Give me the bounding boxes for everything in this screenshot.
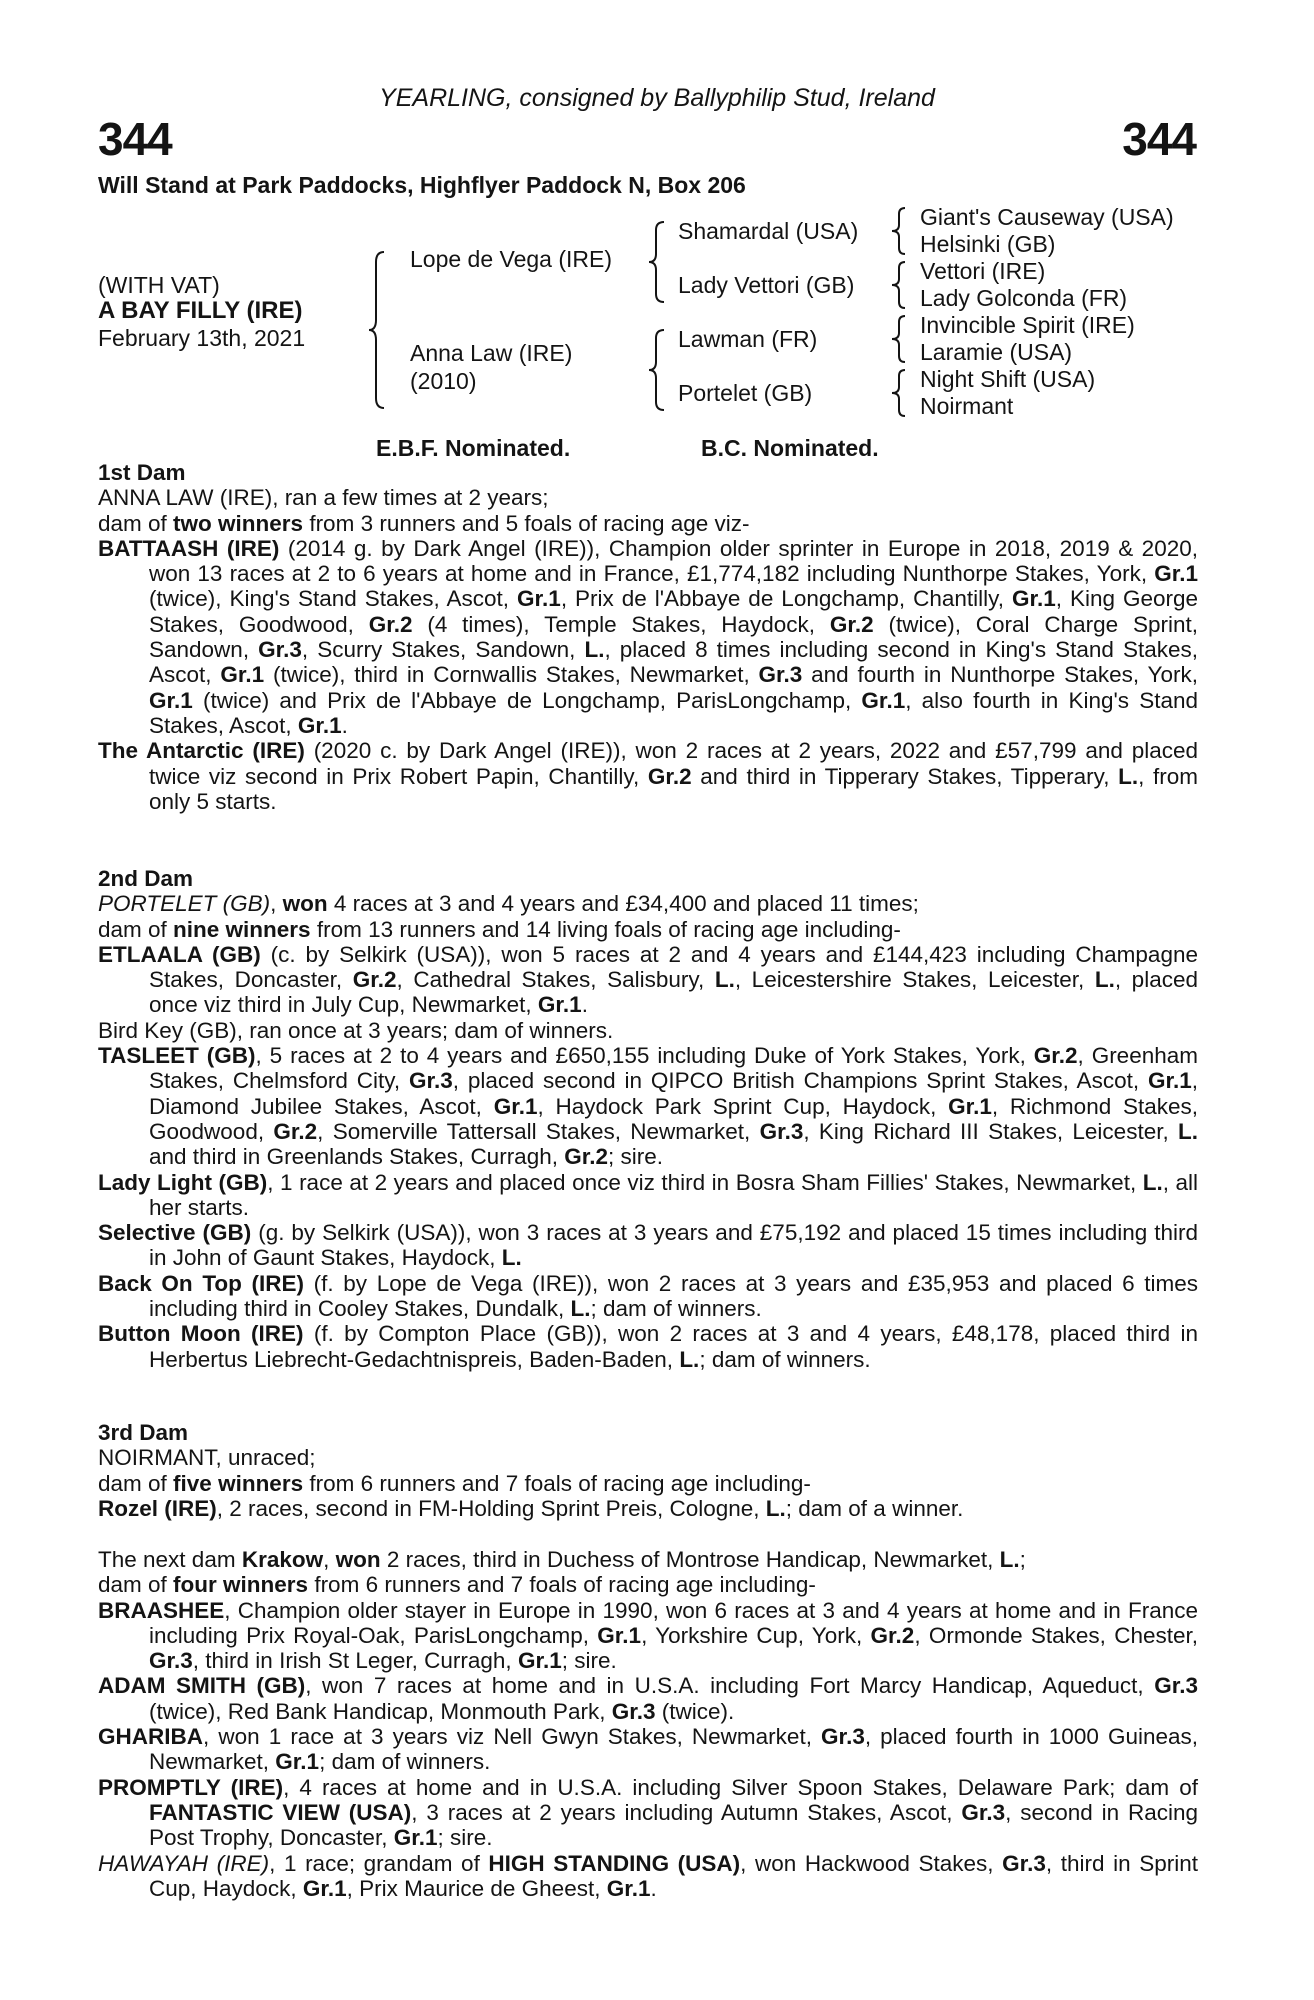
entry-ghariba: GHARIBA, won 1 race at 3 years viz Nell Gwyn Stakes, Newmarket, Gr.3, placed fourth in 1000 Guineas, Newmarket, Gr.1; dam of winners.	[98, 1724, 1198, 1775]
ancestor-noirmant: Noirmant	[920, 393, 1014, 419]
entry-battaash: BATTAASH (IRE) (2014 g. by Dark Angel (IRE)), Champion older sprinter in Europe in 2018, 2019 & 2020, won 13 races at 2 to 6 years at home and in France, £1,774,182 including Nunthorpe Stakes, York, Gr.1 (twice), King's Stand Stakes, Ascot, Gr.1, Prix de l'Abbaye de Longchamp, Chantilly, Gr.1, King George Stakes, Goodwood, Gr.2 (4 times), Temple Stakes, Haydock, Gr.2 (twice), Coral Charge Sprint, Sandown, Gr.3, Scurry Stakes, Sandown, L., placed 8 times including second in King's Stand Stakes, Ascot, Gr.1 (twice), third in Cornwallis Stakes, Newmarket, Gr.3 and fourth in Nunthorpe Stakes, York, Gr.1 (twice) and Prix de l'Abbaye de Longchamp, ParisLongchamp, Gr.1, also fourth in King's Stand Stakes, Ascot, Gr.1.	[98, 535, 1198, 738]
gg-bracket-1	[890, 206, 908, 256]
ancestor-invincible-spirit: Invincible Spirit (IRE)	[920, 312, 1135, 338]
second-dam-heading: 2nd Dam	[98, 866, 194, 891]
ebf-nomination: E.B.F. Nominated.	[376, 435, 571, 461]
sire: Lope de Vega (IRE)	[410, 246, 613, 272]
entry-rozel: Rozel (IRE), 2 races, second in FM-Holding Sprint Preis, Cologne, L.; dam of a winner.	[98, 1495, 964, 1521]
sire-dam: Lady Vettori (GB)	[678, 272, 855, 298]
first-dam-produce-line: dam of two winners from 3 runners and 5 foals of racing age viz-	[98, 510, 750, 536]
third-dam-heading: 3rd Dam	[98, 1420, 189, 1445]
ancestor-night-shift: Night Shift (USA)	[920, 366, 1096, 392]
next-dam-produce-line: dam of four winners from 6 runners and 7 foals of racing age including-	[98, 1572, 816, 1598]
entry-tasleet: TASLEET (GB), 5 races at 2 to 4 years and £650,155 including Duke of York Stakes, York, Gr.2, Greenham Stakes, Chelmsford City, Gr.3, placed second in QIPCO British Champions Sprint Stakes, Ascot, Gr.1, Diamond Jubilee Stakes, Ascot, Gr.1, Haydock Park Sprint Cup, Haydock, Gr.1, Richmond Stakes, Goodwood, Gr.2, Somerville Tattersall Stakes, Newmarket, Gr.3, King Richard III Stakes, Leicester, L. and third in Greenlands Stakes, Curragh, Gr.2; sire.	[98, 1043, 1199, 1170]
gg-bracket-3	[890, 314, 908, 364]
dam-year: (2010)	[410, 368, 477, 394]
ancestor-lady-golconda: Lady Golconda (FR)	[920, 285, 1128, 311]
ancestor-vettori: Vettori (IRE)	[920, 258, 1046, 284]
third-dam-section	[98, 1420, 1198, 1521]
sire-bracket	[648, 220, 668, 304]
entry-button-moon: Button Moon (IRE) (f. by Compton Place (GB)), won 2 races at 3 and 4 years, £48,178, placed third in Herbertus Liebrecht-Gedachtnispreis, Baden-Baden, L.; dam of winners.	[98, 1321, 1198, 1372]
stand-location: Will Stand at Park Paddocks, Highflyer Paddock N, Box 206	[98, 172, 746, 198]
entry-adam-smith: ADAM SMITH (GB), won 7 races at home and in U.S.A. including Fort Marcy Handicap, Aqueduct, Gr.3 (twice), Red Bank Handicap, Monmouth Park, Gr.3 (twice).	[98, 1673, 1198, 1724]
gg-bracket-4	[890, 368, 908, 418]
ancestor-giants-causeway: Giant's Causeway (USA)	[920, 204, 1174, 230]
next-dam-section	[98, 1547, 1198, 1901]
horse-name: A BAY FILLY (IRE)	[98, 297, 303, 324]
entry-hawayah: HAWAYAH (IRE), 1 race; grandam of HIGH STANDING (USA), won Hackwood Stakes, Gr.3, third in Sprint Cup, Haydock, Gr.1, Prix Maurice de Gheest, Gr.1.	[98, 1850, 1198, 1901]
entry-promptly: PROMPTLY (IRE), 4 races at home and in U.S.A. including Silver Spoon Stakes, Delaware Park; dam of FANTASTIC VIEW (USA), 3 races at 2 years including Autumn Stakes, Ascot, Gr.3, second in Racing Post Trophy, Doncaster, Gr.1; sire.	[98, 1774, 1199, 1851]
first-dam-section	[98, 460, 1198, 814]
entry-braashee: BRAASHEE, Champion older stayer in Europe in 1990, won 6 races at 3 and 4 years at home and in France including Prix Royal-Oak, ParisLongchamp, Gr.1, Yorkshire Cup, York, Gr.2, Ormonde Stakes, Chester, Gr.3, third in Irish St Leger, Curragh, Gr.1; sire.	[98, 1597, 1198, 1674]
dam-dam: Portelet (GB)	[678, 380, 813, 406]
pedigree-bracket-main	[368, 250, 388, 410]
entry-selective: Selective (GB) (g. by Selkirk (USA)), won 3 races at 3 years and £75,192 and placed 15 times including third in John of Gaunt Stakes, Haydock, L.	[98, 1220, 1199, 1271]
second-dam-produce-line: dam of nine winners from 13 runners and 14 living foals of racing age including-	[98, 916, 901, 942]
sire-sire: Shamardal (USA)	[678, 218, 859, 244]
first-dam-heading: 1st Dam	[98, 460, 186, 485]
first-dam-line: ANNA LAW (IRE), ran a few times at 2 years;	[98, 485, 549, 511]
third-dam-produce-line: dam of five winners from 6 runners and 7 foals of racing age including-	[98, 1470, 811, 1496]
lot-number-right: 344	[1122, 113, 1196, 165]
entry-the-antarctic: The Antarctic (IRE) (2020 c. by Dark Angel (IRE)), won 2 races at 2 years, 2022 and £57,799 and placed twice viz second in Prix Robert Papin, Chantilly, Gr.2 and third in Tipperary Stakes, Tipperary, L., from only 5 starts.	[98, 738, 1198, 814]
next-dam-line: The next dam Krakow, won 2 races, third in Duchess of Montrose Handicap, Newmarket, L.;	[98, 1547, 1026, 1572]
dam: Anna Law (IRE)	[410, 340, 573, 366]
bc-nomination: B.C. Nominated.	[701, 435, 879, 461]
entry-etlaala: ETLAALA (GB) (c. by Selkirk (USA)), won 5 races at 2 and 4 years and £144,423 including Champagne Stakes, Doncaster, Gr.2, Cathedral Stakes, Salisbury, L., Leicestershire Stakes, Leicester, L., placed once viz third in July Cup, Newmarket, Gr.1.	[98, 941, 1198, 1018]
second-dam-line: PORTELET (GB), won 4 races at 3 and 4 years and £34,400 and placed 11 times;	[98, 891, 919, 917]
ancestor-helsinki: Helsinki (GB)	[920, 231, 1056, 257]
entry-lady-light: Lady Light (GB), 1 race at 2 years and placed once viz third in Bosra Sham Fillies' Stakes, Newmarket, L., all her starts.	[98, 1169, 1198, 1220]
dam-bracket	[648, 328, 668, 412]
second-dam-section	[98, 866, 1198, 1372]
entry-bird-key: Bird Key (GB), ran once at 3 years; dam of winners.	[98, 1017, 614, 1043]
lot-number-left: 344	[98, 113, 172, 165]
vat-note: (WITH VAT)	[98, 272, 220, 298]
foaling-date: February 13th, 2021	[98, 325, 306, 351]
ancestor-laramie: Laramie (USA)	[920, 339, 1073, 365]
gg-bracket-2	[890, 260, 908, 310]
consignment-line: YEARLING, consigned by Ballyphilip Stud, Ireland	[379, 84, 935, 112]
third-dam-line: NOIRMANT, unraced;	[98, 1445, 316, 1471]
dam-sire: Lawman (FR)	[678, 326, 818, 352]
entry-back-on-top: Back On Top (IRE) (f. by Lope de Vega (IRE)), won 2 races at 3 years and £35,953 and placed 6 times including third in Cooley Stakes, Dundalk, L.; dam of winners.	[98, 1270, 1199, 1322]
